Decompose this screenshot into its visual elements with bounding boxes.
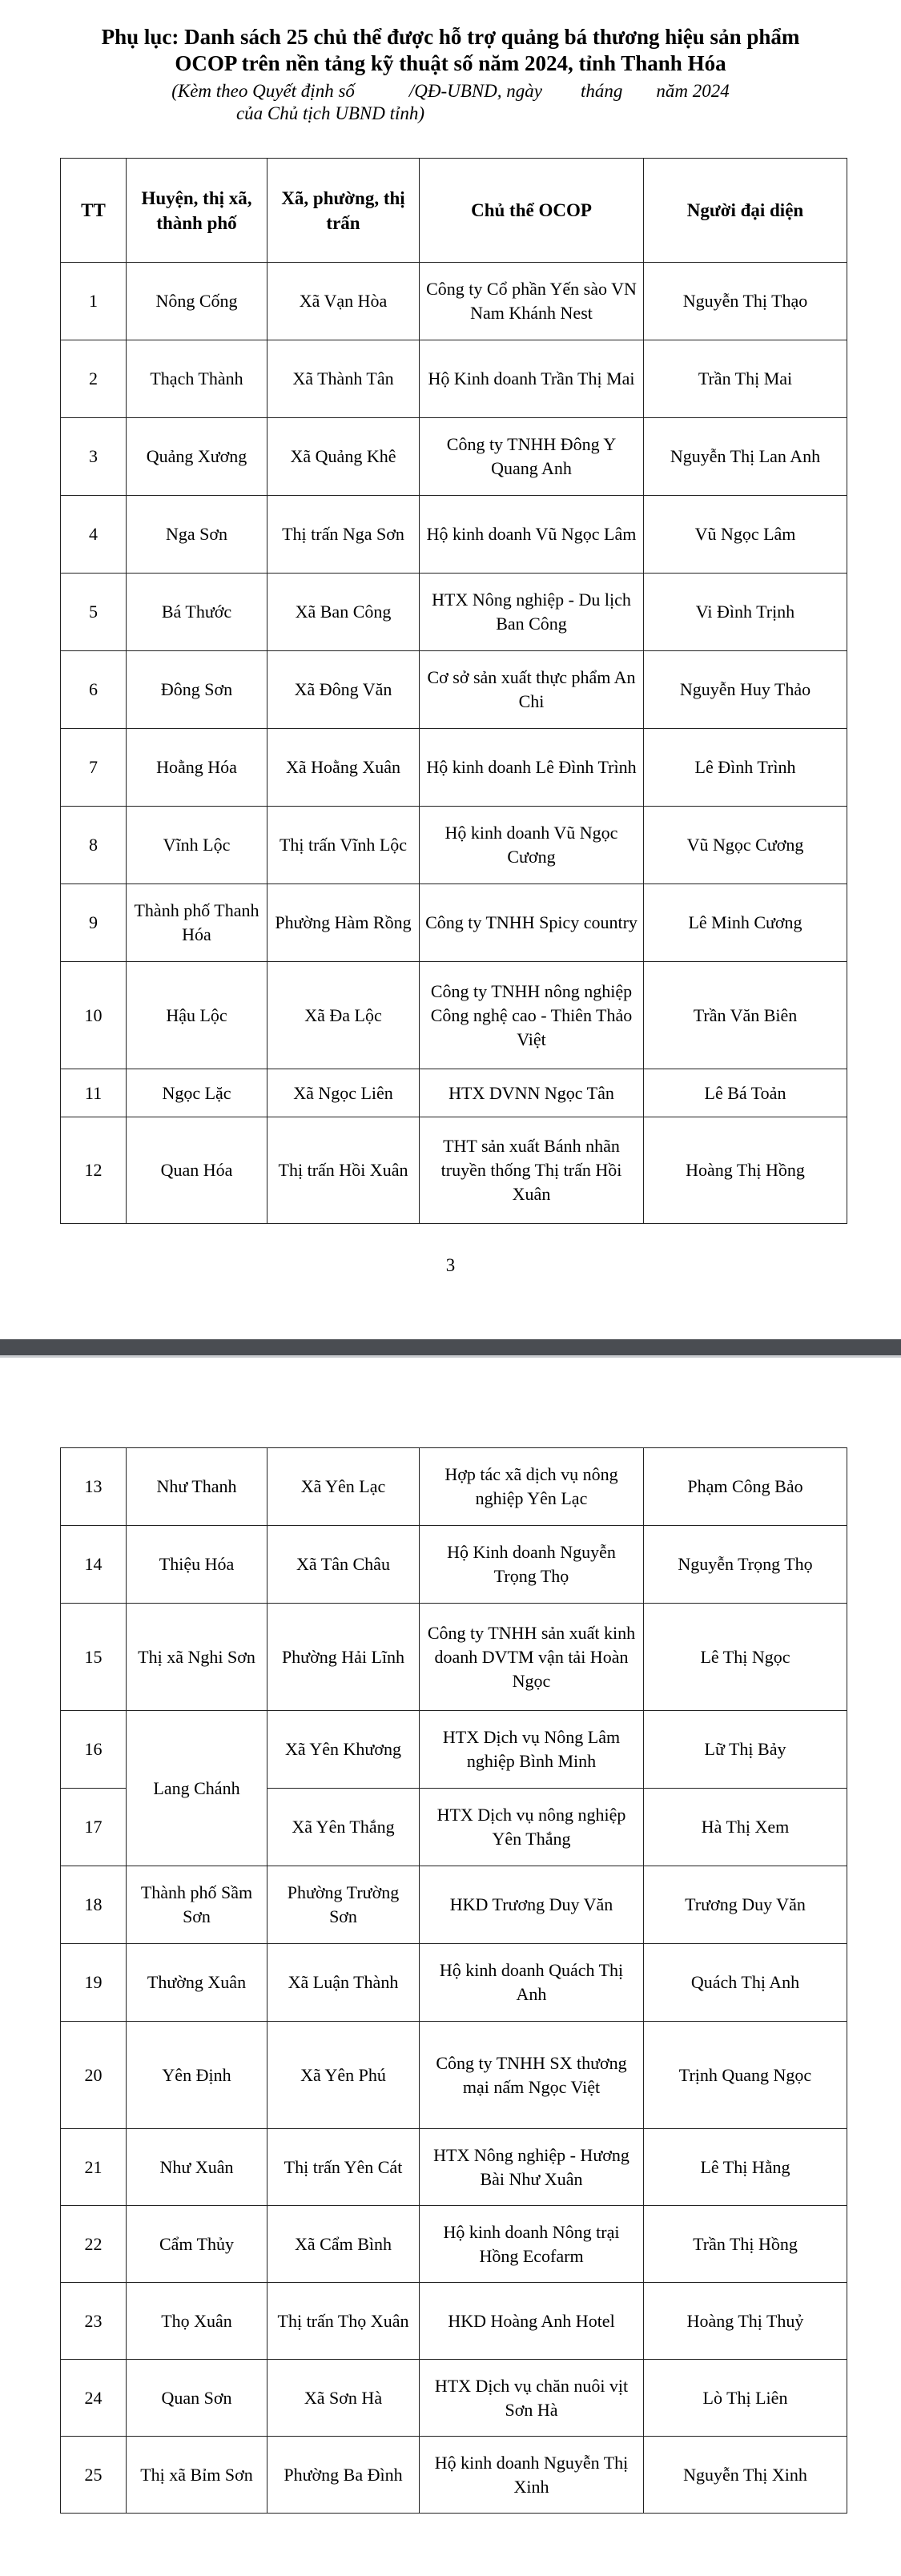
cell-tt: 14 [61, 1526, 127, 1604]
cell-dai-dien: Trương Duy Văn [644, 1866, 847, 1944]
cell-xa: Phường Hải Lĩnh [267, 1604, 420, 1711]
cell-tt: 1 [61, 263, 127, 340]
cell-chu-the: Công ty TNHH nông nghiệp Công nghệ cao - Thiên Thảo Việt [420, 962, 644, 1069]
page-break-bar [0, 1339, 901, 1355]
table-row [61, 884, 847, 962]
cell-xa: Xã Ngọc Liên [267, 1069, 420, 1117]
cell-chu-the: Công ty TNHH SX thương mại nấm Ngọc Việt [420, 2022, 644, 2129]
table-row [61, 651, 847, 729]
cell-tt: 25 [61, 2437, 127, 2514]
cell-chu-the: HTX DVNN Ngọc Tân [420, 1069, 644, 1117]
subtitle-part-4: năm 2024 [656, 81, 730, 101]
cell-dai-dien: Nguyễn Thị Xinh [644, 2437, 847, 2514]
cell-huyen: Hoằng Hóa [127, 729, 267, 807]
subtitle-part-2: /QĐ-UBND, ngày [408, 81, 542, 101]
cell-huyen: Thọ Xuân [127, 2283, 267, 2360]
cell-chu-the: Hộ kinh doanh Lê Đình Trình [420, 729, 644, 807]
cell-xa: Thị trấn Thọ Xuân [267, 2283, 420, 2360]
cell-tt: 13 [61, 1448, 127, 1526]
cell-xa: Xã Thành Tân [267, 340, 420, 418]
table-row [61, 418, 847, 496]
cell-huyen: Yên Định [127, 2022, 267, 2129]
cell-tt: 19 [61, 1944, 127, 2022]
cell-chu-the: HTX Dịch vụ Nông Lâm nghiệp Bình Minh [420, 1711, 644, 1789]
cell-huyen: Cẩm Thủy [127, 2206, 267, 2283]
cell-xa: Xã Yên Phú [267, 2022, 420, 2129]
cell-huyen: Ngọc Lặc [127, 1069, 267, 1117]
cell-tt: 15 [61, 1604, 127, 1711]
cell-chu-the: Công ty TNHH sản xuất kinh doanh DVTM vận tải Hoàn Ngọc [420, 1604, 644, 1711]
table-row [61, 1448, 847, 1526]
cell-dai-dien: Nguyễn Trọng Thọ [644, 1526, 847, 1604]
document-subtitle [32, 80, 869, 125]
cell-xa: Thị trấn Vĩnh Lộc [267, 807, 420, 884]
table-row [61, 1711, 847, 1789]
cell-dai-dien: Lê Thị Hằng [644, 2129, 847, 2206]
subtitle-line-1 [32, 80, 869, 103]
cell-huyen: Đông Sơn [127, 651, 267, 729]
cell-huyen: Thành phố Thanh Hóa [127, 884, 267, 962]
cell-xa: Xã Yên Thắng [267, 1789, 420, 1866]
cell-huyen: Bá Thước [127, 574, 267, 651]
cell-huyen: Thạch Thành [127, 340, 267, 418]
cell-dai-dien: Phạm Công Bảo [644, 1448, 847, 1526]
table-row [61, 1117, 847, 1224]
cell-xa: Thị trấn Yên Cát [267, 2129, 420, 2206]
cell-dai-dien: Trần Văn Biên [644, 962, 847, 1069]
cell-huyen: Hậu Lộc [127, 962, 267, 1069]
cell-tt: 20 [61, 2022, 127, 2129]
page-number: 3 [445, 1255, 456, 1275]
cell-xa: Xã Đa Lộc [267, 962, 420, 1069]
cell-chu-the: HTX Nông nghiệp - Hương Bài Như Xuân [420, 2129, 644, 2206]
cell-chu-the: Công ty Cổ phần Yến sào VN Nam Khánh Nest [420, 263, 644, 340]
cell-tt: 22 [61, 2206, 127, 2283]
header-huyen: Huyện, thị xã, thành phố [127, 159, 267, 263]
cell-dai-dien: Vũ Ngọc Cương [644, 807, 847, 884]
header-chu-the: Chủ thể OCOP [420, 159, 644, 263]
cell-xa: Xã Vạn Hòa [267, 263, 420, 340]
table-row [61, 962, 847, 1069]
table-row [61, 263, 847, 340]
cell-chu-the: Cơ sở sản xuất thực phẩm An Chi [420, 651, 644, 729]
cell-chu-the: Hộ kinh doanh Nguyễn Thị Xinh [420, 2437, 644, 2514]
header-xa: Xã, phường, thị trấn [267, 159, 420, 263]
cell-dai-dien: Nguyễn Thị Lan Anh [644, 418, 847, 496]
cell-chu-the: Hộ kinh doanh Vũ Ngọc Lâm [420, 496, 644, 574]
cell-huyen: Thành phố Sầm Sơn [127, 1866, 267, 1944]
table-row [61, 2437, 847, 2514]
cell-xa: Thị trấn Nga Sơn [267, 496, 420, 574]
cell-tt: 3 [61, 418, 127, 496]
cell-chu-the: HKD Trương Duy Văn [420, 1866, 644, 1944]
cell-tt: 23 [61, 2283, 127, 2360]
cell-huyen: Nga Sơn [127, 496, 267, 574]
table-row [61, 2360, 847, 2437]
cell-tt: 21 [61, 2129, 127, 2206]
cell-dai-dien: Vũ Ngọc Lâm [644, 496, 847, 574]
cell-tt: 11 [61, 1069, 127, 1117]
cell-tt: 6 [61, 651, 127, 729]
cell-huyen: Lang Chánh [127, 1711, 267, 1866]
cell-chu-the: Công ty TNHH Đông Y Quang Anh [420, 418, 644, 496]
cell-tt: 17 [61, 1789, 127, 1866]
subtitle-line-2: của Chủ tịch UBND tỉnh) [235, 103, 425, 123]
cell-dai-dien: Nguyễn Huy Thảo [644, 651, 847, 729]
cell-dai-dien: Hoàng Thị Thuỷ [644, 2283, 847, 2360]
cell-xa: Thị trấn Hồi Xuân [267, 1117, 420, 1224]
cell-huyen: Vĩnh Lộc [127, 807, 267, 884]
cell-dai-dien: Lữ Thị Bảy [644, 1711, 847, 1789]
table-row [61, 1866, 847, 1944]
cell-dai-dien: Lê Minh Cương [644, 884, 847, 962]
table-row [61, 729, 847, 807]
cell-dai-dien: Trịnh Quang Ngọc [644, 2022, 847, 2129]
cell-tt: 10 [61, 962, 127, 1069]
cell-xa: Phường Ba Đình [267, 2437, 420, 2514]
header-tt: TT [61, 159, 127, 263]
table-row [61, 2129, 847, 2206]
cell-tt: 2 [61, 340, 127, 418]
table-header-row [61, 159, 847, 263]
table-row [61, 496, 847, 574]
cell-huyen: Quan Sơn [127, 2360, 267, 2437]
cell-xa: Xã Đông Văn [267, 651, 420, 729]
cell-dai-dien: Lê Bá Toản [644, 1069, 847, 1117]
cell-huyen: Nông Cống [127, 263, 267, 340]
table-row [61, 2022, 847, 2129]
cell-xa: Xã Cẩm Bình [267, 2206, 420, 2283]
cell-xa: Xã Sơn Hà [267, 2360, 420, 2437]
cell-dai-dien: Lò Thị Liên [644, 2360, 847, 2437]
cell-xa: Phường Trường Sơn [267, 1866, 420, 1944]
cell-xa: Xã Quảng Khê [267, 418, 420, 496]
cell-dai-dien: Vi Đình Trịnh [644, 574, 847, 651]
table-row [61, 340, 847, 418]
ocop-table-page-2 [60, 1447, 847, 2514]
cell-chu-the: THT sản xuất Bánh nhãn truyền thống Thị trấn Hồi Xuân [420, 1117, 644, 1224]
cell-tt: 9 [61, 884, 127, 962]
table-row [61, 2206, 847, 2283]
table-row [61, 1069, 847, 1117]
table-row [61, 1604, 847, 1711]
cell-xa: Xã Ban Công [267, 574, 420, 651]
cell-xa: Xã Tân Châu [267, 1526, 420, 1604]
cell-tt: 18 [61, 1866, 127, 1944]
cell-xa: Xã Yên Khương [267, 1711, 420, 1789]
cell-tt: 16 [61, 1711, 127, 1789]
cell-chu-the: HTX Nông nghiệp - Du lịch Ban Công [420, 574, 644, 651]
ocop-table-page-1 [60, 158, 847, 1224]
cell-dai-dien: Quách Thị Anh [644, 1944, 847, 2022]
subtitle-part-1: (Kèm theo Quyết định số [171, 81, 355, 101]
cell-dai-dien: Lê Thị Ngọc [644, 1604, 847, 1711]
cell-tt: 4 [61, 496, 127, 574]
cell-chu-the: HKD Hoàng Anh Hotel [420, 2283, 644, 2360]
cell-chu-the: Hợp tác xã dịch vụ nông nghiệp Yên Lạc [420, 1448, 644, 1526]
cell-huyen: Thị xã Nghi Sơn [127, 1604, 267, 1711]
cell-chu-the: Hộ Kinh doanh Trần Thị Mai [420, 340, 644, 418]
cell-chu-the: Hộ kinh doanh Nông trại Hồng Ecofarm [420, 2206, 644, 2283]
table-row [61, 807, 847, 884]
cell-chu-the: Hộ Kinh doanh Nguyễn Trọng Thọ [420, 1526, 644, 1604]
cell-huyen: Như Xuân [127, 2129, 267, 2206]
cell-dai-dien: Trần Thị Mai [644, 340, 847, 418]
cell-tt: 8 [61, 807, 127, 884]
cell-xa: Xã Luận Thành [267, 1944, 420, 2022]
subtitle-part-3: tháng [581, 81, 623, 101]
cell-chu-the: Hộ kinh doanh Quách Thị Anh [420, 1944, 644, 2022]
table-row [61, 1944, 847, 2022]
cell-tt: 12 [61, 1117, 127, 1224]
title-line-2: OCOP trên nền tảng kỹ thuật số năm 2024, tỉnh Thanh Hóa [175, 51, 726, 75]
cell-dai-dien: Hà Thị Xem [644, 1789, 847, 1866]
table-row [61, 1526, 847, 1604]
title-line-1: Phụ lục: Danh sách 25 chủ thể được hỗ trợ quảng bá thương hiệu sản phẩm [101, 25, 800, 49]
cell-xa: Xã Yên Lạc [267, 1448, 420, 1526]
page-break-edge [0, 1355, 901, 1358]
cell-dai-dien: Nguyễn Thị Thạo [644, 263, 847, 340]
cell-chu-the: HTX Dịch vụ nông nghiệp Yên Thắng [420, 1789, 644, 1866]
table-row [61, 574, 847, 651]
cell-dai-dien: Hoàng Thị Hồng [644, 1117, 847, 1224]
cell-dai-dien: Trần Thị Hồng [644, 2206, 847, 2283]
document-title [32, 24, 869, 77]
cell-xa: Phường Hàm Rồng [267, 884, 420, 962]
cell-huyen: Quan Hóa [127, 1117, 267, 1224]
cell-huyen: Thường Xuân [127, 1944, 267, 2022]
cell-chu-the: HTX Dịch vụ chăn nuôi vịt Sơn Hà [420, 2360, 644, 2437]
cell-huyen: Thiệu Hóa [127, 1526, 267, 1604]
cell-huyen: Như Thanh [127, 1448, 267, 1526]
table-row [61, 2283, 847, 2360]
cell-tt: 7 [61, 729, 127, 807]
cell-tt: 24 [61, 2360, 127, 2437]
cell-chu-the: Công ty TNHH Spicy country [420, 884, 644, 962]
cell-huyen: Quảng Xương [127, 418, 267, 496]
cell-tt: 5 [61, 574, 127, 651]
cell-chu-the: Hộ kinh doanh Vũ Ngọc Cương [420, 807, 644, 884]
cell-xa: Xã Hoằng Xuân [267, 729, 420, 807]
cell-dai-dien: Lê Đình Trình [644, 729, 847, 807]
header-dai-dien: Người đại diện [644, 159, 847, 263]
cell-huyen: Thị xã Bỉm Sơn [127, 2437, 267, 2514]
